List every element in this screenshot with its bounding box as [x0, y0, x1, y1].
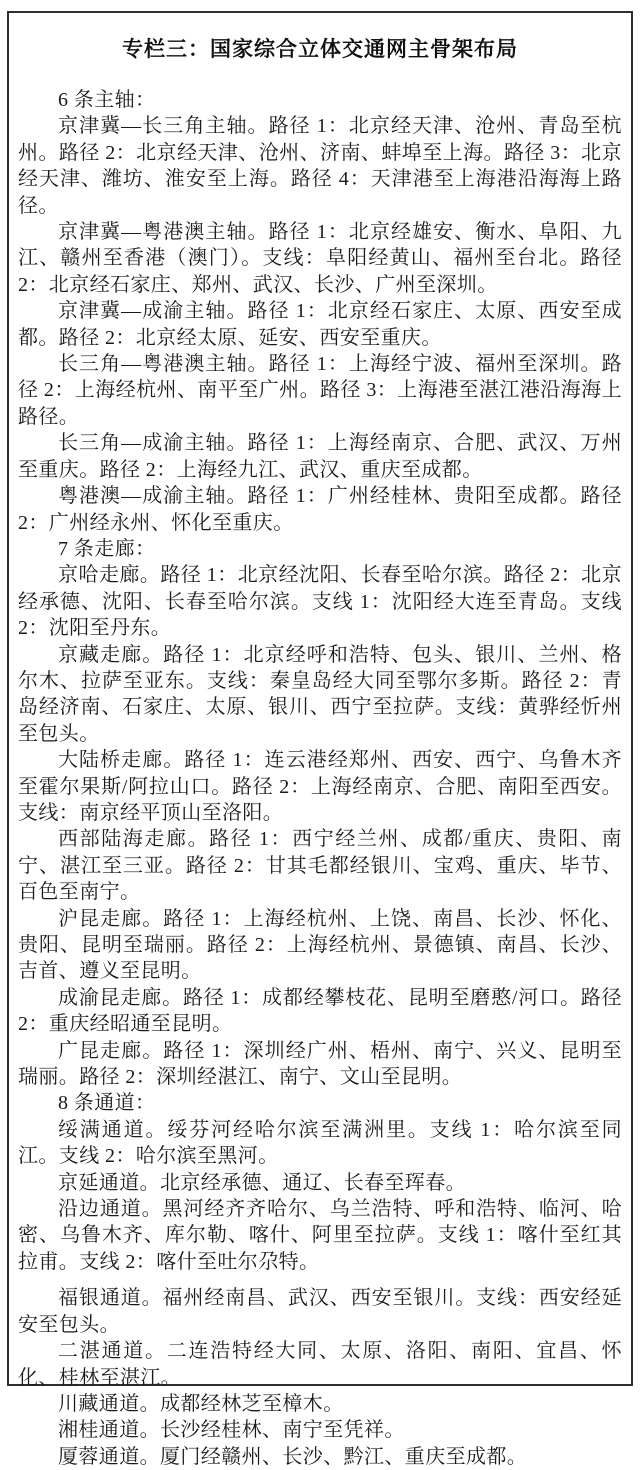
- panel-body: [18, 87, 622, 1470]
- paragraph-channel-7: 湘桂通道。长沙经桂林、南宁至凭祥。: [58, 1419, 405, 1442]
- paragraph-corridor-3: 大陆桥走廊。路径 1：连云港经郑州、西安、西宁、乌鲁木齐至霍尔果斯/阿拉山口。路径 2：上海经南京、合肥、南阳至西安。支线：南京经平顶山至洛阳。: [18, 749, 622, 824]
- section-channels-heading: 8 条通道：: [58, 1092, 156, 1115]
- paragraph-corridor-4: 西部陆海走廊。路径 1：西宁经兰州、成都/重庆、贵阳、南宁、湛江至三亚。路径 2：甘其毛都经银川、宝鸡、重庆、毕节、百色至南宁。: [18, 828, 622, 904]
- paragraph-corridor-7: 广昆走廊。路径 1：深圳经广州、梧州、南宁、兴义、昆明至瑞丽。路径 2：深圳经湛江、南宁、文山至昆明。: [18, 1039, 622, 1089]
- paragraph-channel-2: 京延通道。北京经承德、通辽、长春至珲春。: [58, 1171, 466, 1194]
- section-main-axes: [18, 87, 622, 536]
- paragraph-corridor-6: 成渝昆走廊。路径 1：成都经攀枝花、昆明至磨憨/河口。路径 2：重庆经昭通至昆明。: [18, 986, 622, 1036]
- section-corridors: [18, 536, 622, 1091]
- paragraph-corridor-1: 京哈走廊。路径 1：北京经沈阳、长春至哈尔滨。路径 2：北京经承德、沈阳、长春至哈尔滨。支线 1：沈阳经大连至青岛。支线 2：沈阳至丹东。: [18, 564, 622, 640]
- panel-title: 专栏三：国家综合立体交通网主骨架布局: [122, 38, 518, 61]
- document-panel-border: [7, 11, 633, 1468]
- paragraph-axis-2: 京津冀—粤港澳主轴。路径 1：北京经雄安、衡水、阜阳、九江、赣州至香港（澳门）。支线：阜阳经黄山、福州至台北。路径 2：北京经石家庄、郑州、武汉、长沙、广州至深圳。: [18, 221, 622, 296]
- section-corridors-heading: 7 条走廊：: [58, 537, 156, 560]
- paragraph-axis-6: 粤港澳—成渝主轴。路径 1：广州经桂林、贵阳至成都。路径 2：广州经永州、怀化至重庆。: [18, 485, 622, 534]
- paragraph-corridor-2: 京藏走廊。路径 1：北京经呼和浩特、包头、银川、兰州、格尔木、拉萨至亚东。支线：秦皇岛经大同至鄂尔多斯。路径 2：青岛经济南、石家庄、太原、银川、西宁至拉萨。支线：黄骅经忻州至包头。: [18, 643, 622, 745]
- paragraph-axis-4: 长三角—粤港澳主轴。路径 1：上海经宁波、福州至深圳。路径 2：上海经杭州、南平至广州。路径 3：上海港至湛江港沿海海上路径。: [18, 353, 622, 428]
- paragraph-channel-5: 二湛通道。二连浩特经大同、太原、洛阳、南阳、宜昌、怀化、桂林至湛江。: [18, 1340, 622, 1389]
- paragraph-corridor-5: 沪昆走廊。路径 1：上海经杭州、上饶、南昌、长沙、怀化、贵阳、昆明至瑞丽。路径 2：上海经杭州、景德镇、南昌、长沙、吉首、遵义至昆明。: [18, 907, 622, 983]
- paragraph-channel-6: 川藏通道。成都经林芝至樟木。: [58, 1392, 344, 1415]
- paragraph-channel-3: 沿边通道。黑河经齐齐哈尔、乌兰浩特、呼和浩特、临河、哈密、乌鲁木齐、库尔勒、喀什、阿里至拉萨。支线 1：喀什至红其拉甫。支线 2：喀什至吐尔尕特。: [18, 1198, 622, 1273]
- section-main-axes-heading: 6 条主轴：: [58, 89, 156, 111]
- paragraph-channel-4: 福银通道。福州经南昌、武汉、西安至银川。支线：西安经延安至包头。: [18, 1287, 622, 1336]
- paragraph-channel-1: 绥满通道。绥芬河经哈尔滨至满洲里。支线 1：哈尔滨至同江。支线 2：哈尔滨至黑河。: [18, 1118, 622, 1168]
- paragraph-axis-1: 京津冀—长三角主轴。路径 1：北京经天津、沧州、青岛至杭州。路径 2：北京经天津、沧州、济南、蚌埠至上海。路径 3：北京经天津、潍坊、淮安至上海。路径 4：天津港至上海港沿海海上路径。: [18, 115, 622, 217]
- paragraph-axis-3: 京津冀—成渝主轴。路径 1：北京经石家庄、太原、西安至成都。路径 2：北京经太原、延安、西安至重庆。: [18, 300, 622, 349]
- paragraph-axis-5: 长三角—成渝主轴。路径 1：上海经南京、合肥、武汉、万州至重庆。路径 2：上海经九江、武汉、重庆至成都。: [18, 432, 622, 481]
- paragraph-channel-8: 厦蓉通道。厦门经赣州、长沙、黔江、重庆至成都。: [58, 1445, 528, 1468]
- section-channels: [18, 1090, 622, 1470]
